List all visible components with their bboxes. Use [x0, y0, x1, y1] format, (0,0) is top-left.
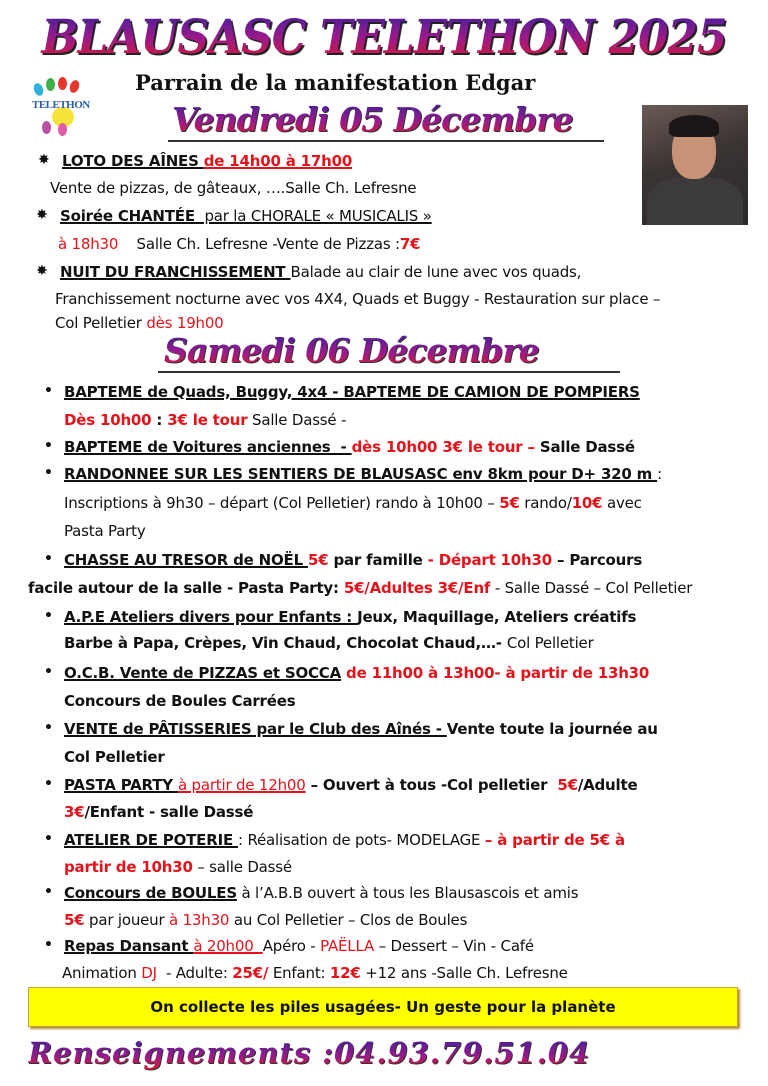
event-detail-line [58, 234, 420, 254]
highlight-text: DJ [141, 964, 157, 982]
highlight-text: 3€ le tour [167, 411, 248, 429]
highlight-text: 5€/Adultes 3€/Enf [343, 579, 491, 597]
event-detail-line [64, 747, 165, 767]
text-segment: Vente de pizzas, de gâteaux, ….Salle Ch. Lefresne [50, 179, 417, 197]
event-item [64, 464, 662, 484]
text-segment: Col Pelletier [64, 748, 165, 766]
text-segment: A.P.E Ateliers divers pour Enfants : [64, 608, 358, 626]
poster-title: BLAUSASC TELETHON 2025 [27, 10, 741, 65]
text-segment: CHASSE AU TRESOR de NOËL [64, 551, 308, 569]
text-segment: LOTO DES AÎNES [62, 152, 204, 170]
text-segment: Franchissement nocturne avec vos 4X4, Quads et Buggy - Restauration sur place – [55, 290, 661, 308]
event-detail-line [55, 313, 224, 333]
highlight-text: dès 10h00 3€ le tour – [351, 438, 535, 456]
highlight-text: 3€ [64, 803, 85, 821]
text-segment: VENTE de PÂTISSERIES par le Club des Aînés - [64, 720, 447, 738]
sponsor-photo [642, 105, 748, 225]
event-detail-line [62, 963, 568, 983]
text-segment: Balade au clair de lune avec vos quads, [290, 263, 582, 281]
highlight-text: partir de 10h30 [64, 858, 193, 876]
highlight-text: dès 19h00 [146, 314, 224, 332]
text-segment: à l’A.B.B ouvert à tous les Blausascois et amis [236, 884, 579, 902]
event-detail-line [64, 521, 146, 541]
event-detail-line [28, 578, 692, 598]
text-segment: BAPTEME de Voitures anciennes - [64, 438, 352, 456]
text-segment: PASTA PARTY [64, 776, 178, 794]
highlight-text: Dès 10h00 [64, 411, 152, 429]
text-segment: Concours de Boules Carrées [64, 692, 296, 710]
text-segment: Enfant: [268, 964, 330, 982]
text-segment: Salle Ch. Lefresne -Vente de Pizzas : [118, 235, 400, 253]
event-detail-line [64, 410, 346, 430]
telethon-logo [28, 75, 94, 137]
bullet-icon: • [44, 720, 53, 736]
text-segment: rando/ [519, 494, 572, 512]
asterisk-bullet-icon: ✸ [36, 207, 48, 223]
text-segment: Jeux, Maquillage, Ateliers créatifs [357, 608, 637, 626]
highlight-text: à 18h30 [58, 235, 119, 253]
contact-info: Renseignements :04.93.79.51.04 [28, 1036, 728, 1070]
text-segment: au Col Pelletier – Clos de Boules [229, 911, 468, 929]
bullet-icon: • [44, 383, 53, 399]
banner-text: On collecte les piles usagées- Un geste pour la planète [150, 998, 616, 1016]
event-item [64, 883, 578, 903]
event-detail-line [64, 802, 253, 822]
saturday-heading: Samedi 06 Décembre [164, 331, 539, 370]
text-segment: par famille [328, 551, 428, 569]
event-item [64, 607, 636, 627]
highlight-text: à 13h30 [169, 911, 230, 929]
highlight-text: 5€ [499, 494, 520, 512]
event-detail-line [64, 633, 594, 653]
bullet-icon: • [44, 937, 53, 953]
text-segment: par joueur [84, 911, 170, 929]
text-segment: facile autour de la salle - Pasta Party: [28, 579, 344, 597]
highlight-text: à partir de 12h00 [177, 776, 306, 794]
text-segment: +12 ans -Salle Ch. Lefresne [360, 964, 568, 982]
event-item [62, 151, 352, 171]
event-detail-line [64, 857, 292, 877]
text-segment: ATELIER DE POTERIE [64, 831, 239, 849]
text-segment: Barbe à Papa, Crèpes, Vin Chaud, Chocolat Chaud,…- [64, 634, 507, 652]
text-segment: Concours de BOULES [64, 884, 237, 902]
text-segment: – Parcours [552, 551, 643, 569]
text-segment: Salle Dassé - [247, 411, 347, 429]
subtitle: Parrain de la manifestation Edgar [135, 70, 536, 95]
highlight-text: 10€ [571, 494, 603, 512]
event-detail-line [50, 178, 416, 198]
battery-collection-banner [28, 987, 738, 1027]
text-segment: Vente toute la journée au [446, 720, 658, 738]
text-segment: Repas Dansant [64, 937, 194, 955]
friday-heading: Vendredi 05 Décembre [172, 100, 573, 139]
friday-heading-underline [168, 140, 604, 142]
text-segment: Pasta Party [64, 522, 146, 540]
asterisk-bullet-icon: ✸ [38, 152, 50, 168]
bullet-icon: • [44, 664, 53, 680]
text-segment: Animation [62, 964, 142, 982]
highlight-text: 5€ [557, 776, 578, 794]
text-segment: /Enfant - salle Dassé [84, 803, 254, 821]
text-segment: - Salle Dassé – Col Pelletier [490, 579, 693, 597]
text-segment: – Dessert – Vin - Café [374, 937, 534, 955]
text-segment: par la CHORALE « MUSICALIS » [199, 207, 432, 225]
event-item [64, 437, 635, 457]
event-item [64, 663, 649, 683]
text-segment: : Réalisation de pots- MODELAGE [238, 831, 485, 849]
event-detail-line [64, 910, 467, 930]
text-segment: RANDONNEE SUR LES SENTIERS DE BLAUSASC env 8km pour D+ 320 m [64, 465, 658, 483]
event-item [64, 550, 642, 570]
highlight-text: à 20h00 [193, 937, 263, 955]
event-detail-line [55, 289, 660, 309]
highlight-text: de 14h00 à 17h00 [203, 152, 353, 170]
text-segment: Soirée CHANTÉE [60, 207, 200, 225]
text-segment: : [657, 465, 662, 483]
text-segment: – salle Dassé [192, 858, 292, 876]
highlight-text: 25€/ [232, 964, 269, 982]
event-item [64, 382, 640, 402]
highlight-text: de 11h00 à 13h00- à partir de 13h30 [341, 664, 650, 682]
text-segment: O.C.B. Vente de PIZZAS et SOCCA [64, 664, 342, 682]
text-segment: Apéro - [262, 937, 321, 955]
highlight-text: 5€ [307, 551, 329, 569]
bullet-icon: • [44, 608, 53, 624]
event-item [60, 262, 581, 282]
highlight-text: 7€ [399, 235, 421, 253]
logo-text: TELETHON [32, 99, 90, 111]
bullet-icon: • [44, 776, 53, 792]
text-segment: Col Pelletier [506, 634, 594, 652]
text-segment: /Adulte [577, 776, 638, 794]
highlight-text: - Départ 10h30 [427, 551, 552, 569]
event-detail-line [64, 493, 642, 513]
text-segment: avec [602, 494, 642, 512]
bullet-icon: • [44, 831, 53, 847]
highlight-text: 5€ [64, 911, 85, 929]
bullet-icon: • [44, 465, 53, 481]
event-detail-line [64, 691, 295, 711]
text-segment: NUIT DU FRANCHISSEMENT [60, 263, 291, 281]
text-segment: – Ouvert à tous -Col pelletier [305, 776, 558, 794]
event-item [64, 936, 534, 956]
asterisk-bullet-icon: ✸ [36, 263, 48, 279]
text-segment: Inscriptions à 9h30 – départ (Col Pelletier) rando à 10h00 – [64, 494, 500, 512]
saturday-heading-underline [158, 371, 620, 373]
text-segment: Col Pelletier [55, 314, 147, 332]
bullet-icon: • [44, 551, 53, 567]
event-item [64, 719, 658, 739]
event-item [60, 206, 432, 226]
text-segment: Salle Dassé [534, 438, 635, 456]
event-item [64, 830, 625, 850]
highlight-text: – à partir de 5€ à [484, 831, 625, 849]
text-segment: BAPTEME de Quads, Buggy, 4x4 - BAPTEME DE CAMION DE POMPIERS [64, 383, 640, 401]
highlight-text: 12€ [329, 964, 361, 982]
highlight-text: PAËLLA [320, 937, 375, 955]
text-segment: : [151, 411, 168, 429]
event-item [64, 775, 637, 795]
bullet-icon: • [44, 884, 53, 900]
bullet-icon: • [44, 438, 53, 454]
text-segment: - Adulte: [156, 964, 233, 982]
